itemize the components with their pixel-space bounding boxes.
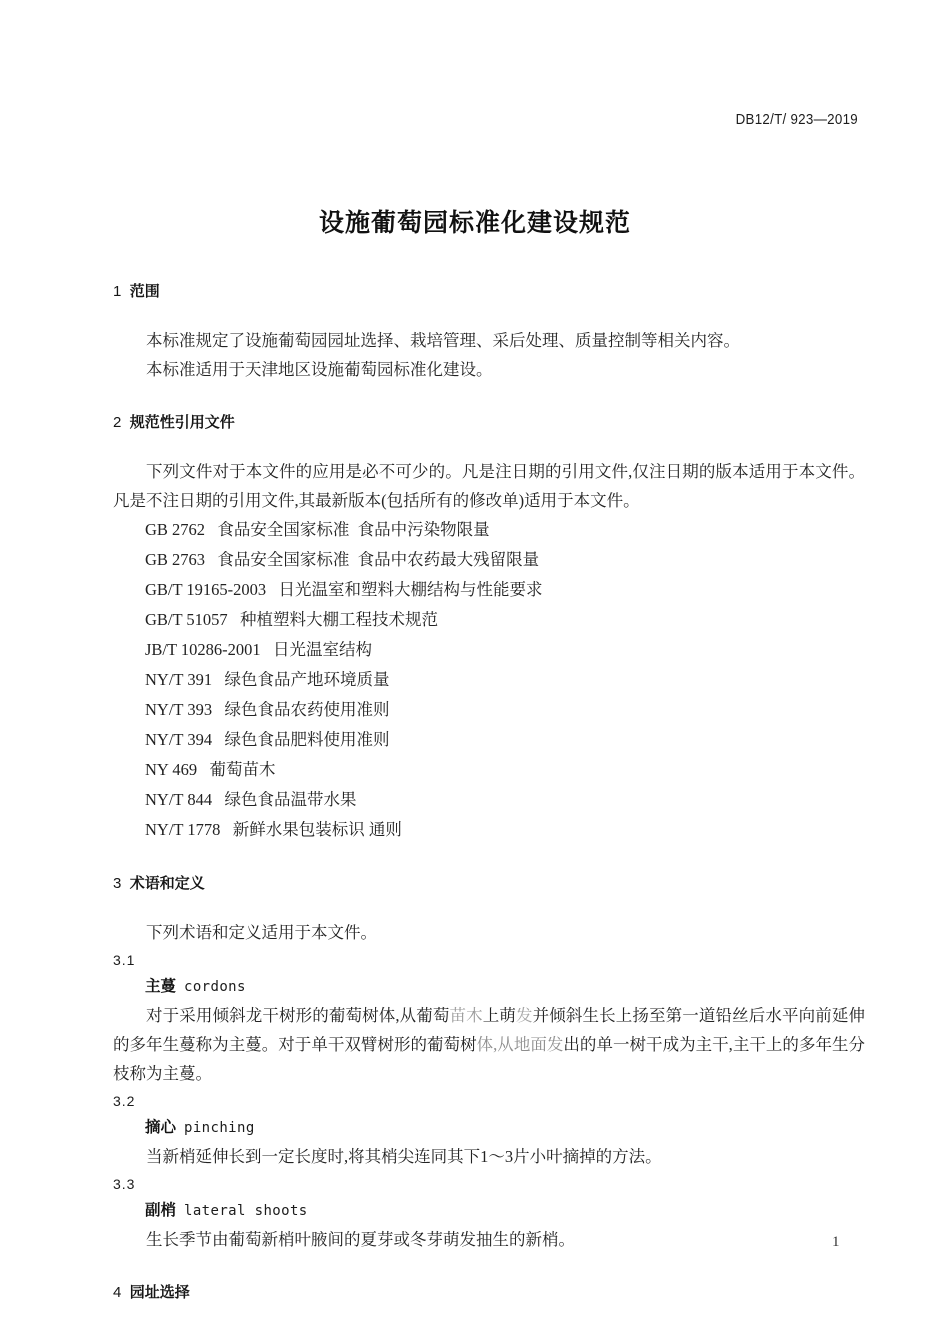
normative-reference-list bbox=[113, 515, 865, 845]
term-name-cn-3-3: 副梢 bbox=[145, 1202, 177, 1219]
subclause-number-3-1: 3.1 bbox=[113, 952, 136, 968]
term-name-en-3-3: lateral shoots bbox=[184, 1203, 308, 1219]
clause-heading-3 bbox=[113, 875, 865, 893]
term-definition-3-1 bbox=[113, 1001, 865, 1088]
definition-run-faded: 发 bbox=[516, 1006, 533, 1025]
term-entry-3-1 bbox=[113, 973, 865, 1001]
clause-heading-4 bbox=[113, 1284, 865, 1302]
subclause-number-3-2: 3.2 bbox=[113, 1093, 136, 1109]
reference-item: NY/T 844 绿色食品温带水果 bbox=[145, 790, 357, 809]
clause-3-intro: 下列术语和定义适用于本文件。 bbox=[146, 923, 377, 942]
term-name-en-3-2: pinching bbox=[184, 1120, 255, 1136]
reference-item: NY/T 391 绿色食品产地环境质量 bbox=[145, 670, 390, 689]
definition-run-faded: 体,从地面发 bbox=[476, 1035, 564, 1054]
clause-heading-2 bbox=[113, 414, 865, 432]
term-definition-3-2: 当新梢延伸长到一定长度时,将其梢尖连同其下1～3片小叶摘掉的方法。 bbox=[146, 1147, 662, 1166]
document-body bbox=[113, 283, 865, 1302]
page-title: 设施葡萄园标准化建设规范 bbox=[318, 209, 631, 237]
clause-title-1: 范围 bbox=[129, 283, 160, 300]
term-entry-3-3 bbox=[113, 1197, 865, 1225]
definition-run: 对于采用倾斜龙干树形的葡萄树体,从葡萄 bbox=[146, 1006, 450, 1025]
definition-run: 并倾斜生长上扬至第一道铅丝后水平向前延伸的多年生蔓称为主蔓。对于单干双臂树形的葡萄树 bbox=[113, 1006, 865, 1054]
clause-1-paragraph-1: 本标准规定了设施葡萄园园址选择、栽培管理、采后处理、质量控制等相关内容。 bbox=[146, 331, 740, 350]
definition-run: 出的单一树干成为主干,主干上的多年生分枝称为主蔓。 bbox=[113, 1035, 866, 1083]
reference-item: NY/T 394 绿色食品肥料使用准则 bbox=[145, 730, 390, 749]
reference-item: GB/T 19165-2003 日光温室和塑料大棚结构与性能要求 bbox=[145, 580, 543, 599]
clause-number-2: 2 bbox=[113, 414, 122, 431]
clause-2-intro: 下列文件对于本文件的应用是必不可少的。凡是注日期的引用文件,仅注日期的版本适用于本文件。凡是不注日期的引用文件,其最新版本(包括所有的修改单)适用于本文件。 bbox=[113, 462, 865, 510]
definition-run-faded: 苗木 bbox=[449, 1006, 483, 1025]
reference-item: NY/T 1778 新鲜水果包装标识 通则 bbox=[145, 820, 402, 839]
definition-run: 上萌 bbox=[482, 1006, 516, 1025]
reference-item: GB 2763 食品安全国家标准 食品中农药最大残留限量 bbox=[145, 550, 540, 569]
clause-heading-1 bbox=[113, 283, 865, 301]
clause-title-4: 园址选择 bbox=[129, 1284, 190, 1301]
reference-item: GB/T 51057 种植塑料大棚工程技术规范 bbox=[145, 610, 439, 629]
subclause-number-3-3: 3.3 bbox=[113, 1176, 136, 1192]
reference-item: JB/T 10286-2001 日光温室结构 bbox=[145, 640, 373, 659]
reference-item: NY 469 葡萄苗木 bbox=[145, 760, 276, 779]
term-name-cn-3-1: 主蔓 bbox=[145, 978, 177, 995]
clause-1-paragraph-2: 本标准适用于天津地区设施葡萄园标准化建设。 bbox=[146, 360, 493, 379]
term-entry-3-2 bbox=[113, 1114, 865, 1142]
clause-title-3: 术语和定义 bbox=[129, 875, 205, 892]
term-definition-3-3: 生长季节由葡萄新梢叶腋间的夏芽或冬芽萌发抽生的新梢。 bbox=[146, 1230, 575, 1249]
term-name-cn-3-2: 摘心 bbox=[145, 1119, 177, 1136]
clause-number-4: 4 bbox=[113, 1284, 122, 1301]
clause-number-3: 3 bbox=[113, 875, 122, 892]
reference-item: NY/T 393 绿色食品农药使用准则 bbox=[145, 700, 390, 719]
standard-number-header: DB12/T/ 923—2019 bbox=[735, 112, 858, 128]
clause-title-2: 规范性引用文件 bbox=[129, 414, 235, 431]
page-number: 1 bbox=[832, 1234, 840, 1250]
reference-item: GB 2762 食品安全国家标准 食品中污染物限量 bbox=[145, 520, 490, 539]
term-name-en-3-1: cordons bbox=[184, 979, 246, 995]
clause-number-1: 1 bbox=[113, 283, 122, 300]
